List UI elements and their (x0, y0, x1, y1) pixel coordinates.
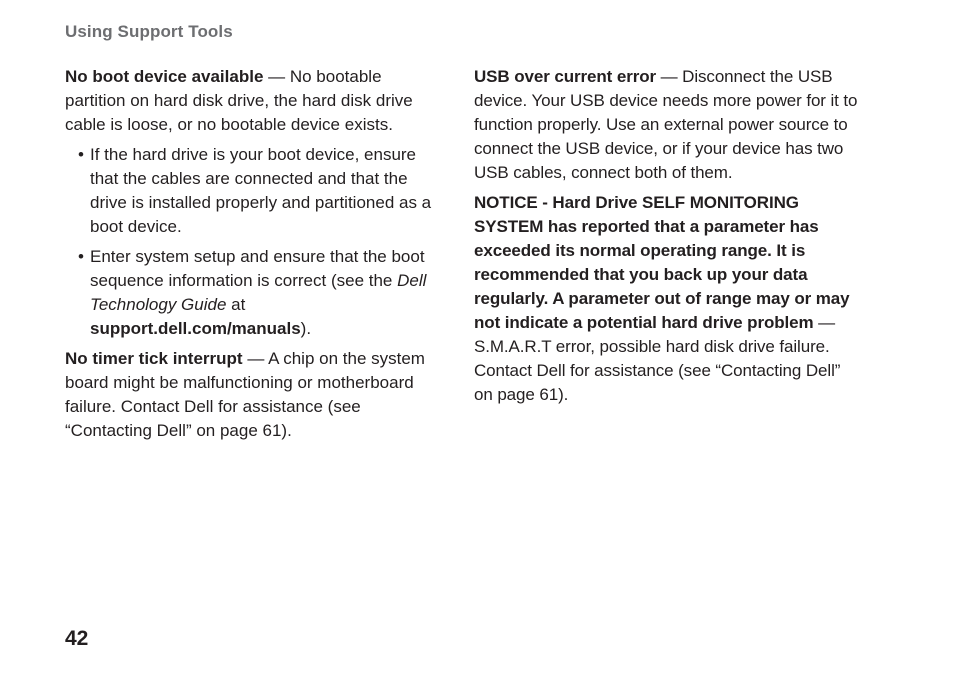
entry-usb-over-current (474, 65, 859, 185)
notice-term: NOTICE - Hard Drive SELF MONITORING SYSTEM has reported that a parameter has exceeded its normal operating range. It is recommended that you back up your data regularly. A parameter out of range may or may not indicate a potential hard drive problem (474, 193, 850, 332)
entry-no-boot-device (65, 65, 445, 137)
bullet-text: at (226, 295, 246, 314)
entry-term: No boot device available (65, 67, 264, 86)
entry-paragraph (474, 65, 859, 185)
bullet-list (65, 143, 445, 341)
entry-term: No timer tick interrupt (65, 349, 243, 368)
entry-description: — S.M.A.R.T error, possible hard disk drive failure. Contact Dell for assistance (see “Contacting Dell” on page 61). (474, 313, 841, 404)
bullet-icon: • (78, 247, 84, 266)
bullet-text: Enter system setup and ensure that the boot sequence information is correct (see the (90, 247, 425, 290)
entry-description: — Disconnect the USB device. Your USB device needs more power for it to function properly. Use an external power source to connect the USB device, or if your device has two USB cables, connect both of them. (474, 67, 858, 182)
entry-paragraph (65, 347, 445, 443)
page-number: 42 (65, 627, 89, 650)
bullet-text: If the hard drive is your boot device, ensure that the cables are connected and that the drive is installed properly and partitioned as a boot device. (90, 145, 432, 236)
entry-description: — No bootable partition on hard disk drive, the hard disk drive cable is loose, or no bootable device exists. (65, 67, 413, 134)
bullet-item (65, 245, 445, 341)
document-title: Dell Technology Guide (90, 271, 427, 314)
entry-term: USB over current error (474, 67, 657, 86)
right-column (474, 65, 859, 413)
entry-description: — A chip on the system board might be malfunctioning or motherboard failure. Contact Dell for assistance (see “Contacting Dell” on page 61). (65, 349, 425, 440)
support-url-link[interactable]: support.dell.com/manuals (90, 319, 301, 338)
running-header: Using Support Tools (65, 22, 233, 41)
entry-smart-notice (474, 191, 859, 407)
entry-paragraph (65, 65, 445, 137)
entry-paragraph (474, 191, 859, 407)
entry-no-timer-tick (65, 347, 445, 443)
bullet-icon: • (78, 145, 84, 164)
left-column (65, 65, 445, 449)
bullet-text: ). (300, 319, 312, 338)
bullet-item (65, 143, 445, 239)
